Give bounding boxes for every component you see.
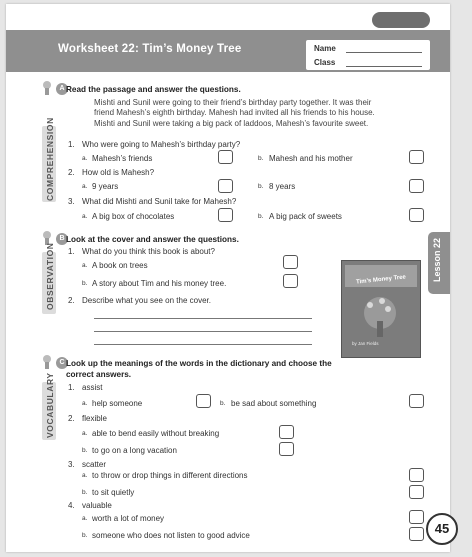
option-text: to go on a long vacation: [92, 446, 177, 455]
question-text: What do you think this book is about?: [82, 247, 215, 256]
section-b-heading: Look at the cover and answer the questions.: [66, 235, 239, 244]
book-title: Tim’s Money Tree: [355, 274, 407, 286]
option-text: to throw or drop things in different directions: [92, 471, 248, 480]
option-text: A book on trees: [92, 261, 148, 270]
option-text: A big pack of sweets: [269, 212, 342, 221]
option-text: Mahesh’s friends: [92, 154, 153, 163]
option-letter: a.: [82, 155, 88, 162]
option-text: A story about Tim and his money tree.: [92, 279, 227, 288]
option-text: Mahesh and his mother: [269, 154, 353, 163]
name-field[interactable]: [346, 52, 422, 53]
section-b-badge: B: [56, 233, 68, 245]
q-number: 2.: [68, 168, 75, 177]
page-number: 45: [426, 513, 458, 545]
lesson-tab: [428, 232, 450, 294]
section-c-heading: Look up the meanings of the words in the dictionary and choose the: [66, 359, 332, 368]
publisher-logo: [372, 12, 430, 28]
answer-checkbox[interactable]: [283, 255, 298, 269]
passage-line: Mishti and Sunil were taking a big pack of laddoos, Mahesh’s favourite sweet.: [94, 118, 369, 128]
section-c-badge: C: [56, 357, 68, 369]
q-number: 1.: [68, 140, 75, 149]
pencil-mascot-icon: [40, 80, 54, 96]
answer-checkbox[interactable]: [196, 394, 211, 408]
lesson-tab-label: Lesson 22: [432, 237, 442, 282]
question-text: How old is Mahesh?: [82, 168, 155, 177]
section-a-heading: Read the passage and answer the questions.: [66, 85, 241, 94]
answer-checkbox[interactable]: [409, 150, 424, 164]
option-text: be sad about something: [231, 399, 317, 408]
option-letter: b.: [258, 155, 264, 162]
option-letter: b.: [258, 213, 264, 220]
q-number: 2.: [68, 414, 75, 423]
q-number: 1.: [68, 247, 75, 256]
q-number: 4.: [68, 501, 75, 510]
section-c-heading-cont: correct answers.: [66, 370, 132, 379]
answer-checkbox[interactable]: [409, 179, 424, 193]
vocab-word: assist: [82, 383, 103, 392]
option-letter: a.: [82, 430, 88, 437]
vocab-word: flexible: [82, 414, 107, 423]
question-text: Describe what you see on the cover.: [82, 296, 211, 305]
q-number: 3.: [68, 197, 75, 206]
pencil-mascot-icon: [40, 354, 54, 370]
option-letter: b.: [82, 489, 88, 496]
vocabulary-label: VOCABULARY: [45, 372, 55, 438]
answer-checkbox[interactable]: [409, 510, 424, 524]
option-letter: a.: [82, 213, 88, 220]
option-text: help someone: [92, 399, 143, 408]
option-text: to sit quietly: [92, 488, 135, 497]
book-author: by Jan Fields: [352, 341, 379, 346]
option-text: able to bend easily without breaking: [92, 429, 220, 438]
comprehension-label: COMPREHENSION: [45, 117, 55, 201]
class-label: Class: [314, 58, 336, 67]
question-text: What did Mishti and Sunil take for Mahesh?: [82, 197, 237, 206]
option-letter: a.: [82, 515, 88, 522]
option-letter: a.: [82, 262, 88, 269]
passage: [94, 98, 424, 129]
vocab-word: valuable: [82, 501, 112, 510]
option-letter: a.: [82, 400, 88, 407]
answer-line[interactable]: [94, 331, 312, 332]
answer-checkbox[interactable]: [409, 485, 424, 499]
option-letter: a.: [82, 472, 88, 479]
vocab-word: scatter: [82, 460, 107, 469]
option-text: 9 years: [92, 182, 119, 191]
answer-checkbox[interactable]: [279, 442, 294, 456]
q-number: 1.: [68, 383, 75, 392]
option-letter: b.: [258, 183, 264, 190]
passage-line: Mishti and Sunil were going to their friend’s birthday party together. It was their: [94, 98, 372, 107]
option-letter: a.: [82, 183, 88, 190]
q-number: 3.: [68, 460, 75, 469]
worksheet-page: [6, 4, 450, 552]
option-text: A big box of chocolates: [92, 212, 175, 221]
passage-line: friend Mahesh’s eighth birthday. Mahesh had invited all his friends to his house.: [94, 108, 375, 118]
answer-checkbox[interactable]: [218, 179, 233, 193]
option-letter: b.: [82, 447, 88, 454]
question-text: Who were going to Mahesh’s birthday party?: [82, 140, 241, 149]
class-field[interactable]: [346, 66, 422, 67]
observation-label: OBSERVATION: [45, 242, 55, 310]
option-text: someone who does not listen to good advice: [92, 531, 250, 540]
option-text: 8 years: [269, 182, 296, 191]
worksheet-title: Worksheet 22: Tim’s Money Tree: [58, 43, 242, 55]
answer-line[interactable]: [94, 344, 312, 345]
section-a-badge: A: [56, 83, 68, 95]
answer-checkbox[interactable]: [279, 425, 294, 439]
answer-checkbox[interactable]: [218, 150, 233, 164]
answer-checkbox[interactable]: [409, 468, 424, 482]
answer-checkbox[interactable]: [283, 274, 298, 288]
answer-checkbox[interactable]: [409, 208, 424, 222]
name-class-box: [306, 40, 430, 70]
book-cover: [341, 260, 421, 358]
option-letter: b.: [82, 532, 88, 539]
answer-checkbox[interactable]: [409, 527, 424, 541]
name-label: Name: [314, 44, 336, 53]
option-letter: b.: [82, 280, 88, 287]
answer-checkbox[interactable]: [218, 208, 233, 222]
answer-checkbox[interactable]: [409, 394, 424, 408]
q-number: 2.: [68, 296, 75, 305]
answer-line[interactable]: [94, 318, 312, 319]
option-letter: b.: [220, 400, 226, 407]
option-text: worth a lot of money: [92, 514, 165, 523]
